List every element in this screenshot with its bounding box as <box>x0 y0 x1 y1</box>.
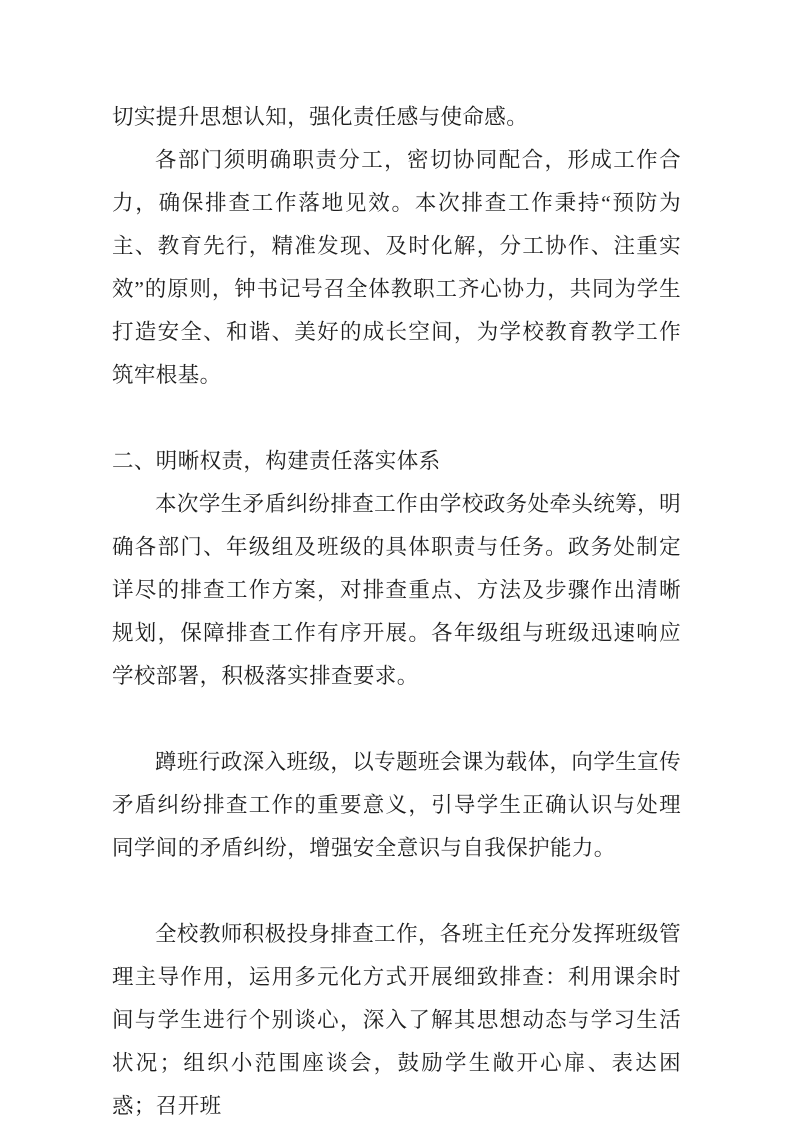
paragraph-spacer <box>112 698 681 741</box>
paragraph-department-duties: 各部门须明确职责分工，密切协同配合，形成工作合力，确保排查工作落地见效。本次排查工作秉持“预防为主、教育先行，精准发现、及时化解，分工协作、注重实效”的原则，钟书记号召全体教职工齐心协力，共同为学生打造安全、和谐、美好的成长空间，为学校教育教学工作筑牢根基。 <box>112 148 681 387</box>
paragraph-class-meeting: 蹲班行政深入班级，以专题班会课为载体，向学生宣传矛盾纠纷排查工作的重要意义，引导学生正确认识与处理同学间的矛盾纠纷，增强安全意识与自我保护能力。 <box>112 750 681 860</box>
section-heading-two: 二、明晰权责，构建责任落实体系 <box>112 449 441 473</box>
paragraph-responsibility-system: 本次学生矛盾纠纷排查工作由学校政务处牵头统筹，明确各部门、年级组及班级的具体职责与任务。政务处制定详尽的排查工作方案，对排查重点、方法及步骤作出清晰规划，保障排查工作有序开展。各年级组与班级迅速响应学校部署，积极落实排查要求。 <box>112 492 681 688</box>
paragraph-teacher-investigation: 全校教师积极投身排查工作，各班主任充分发挥班级管理主导作用，运用多元化方式开展细致排查：利用课余时间与学生进行个别谈心，深入了解其思想动态与学习生活状况；组织小范围座谈会，鼓励学生敞开心扉、表达困惑；召开班 <box>112 922 681 1118</box>
paragraph-spacer <box>112 397 681 440</box>
document-body <box>112 96 681 1128</box>
paragraph-spacer <box>112 870 681 913</box>
paragraph-continuation: 切实提升思想认知，强化责任感与使命感。 <box>112 105 529 129</box>
